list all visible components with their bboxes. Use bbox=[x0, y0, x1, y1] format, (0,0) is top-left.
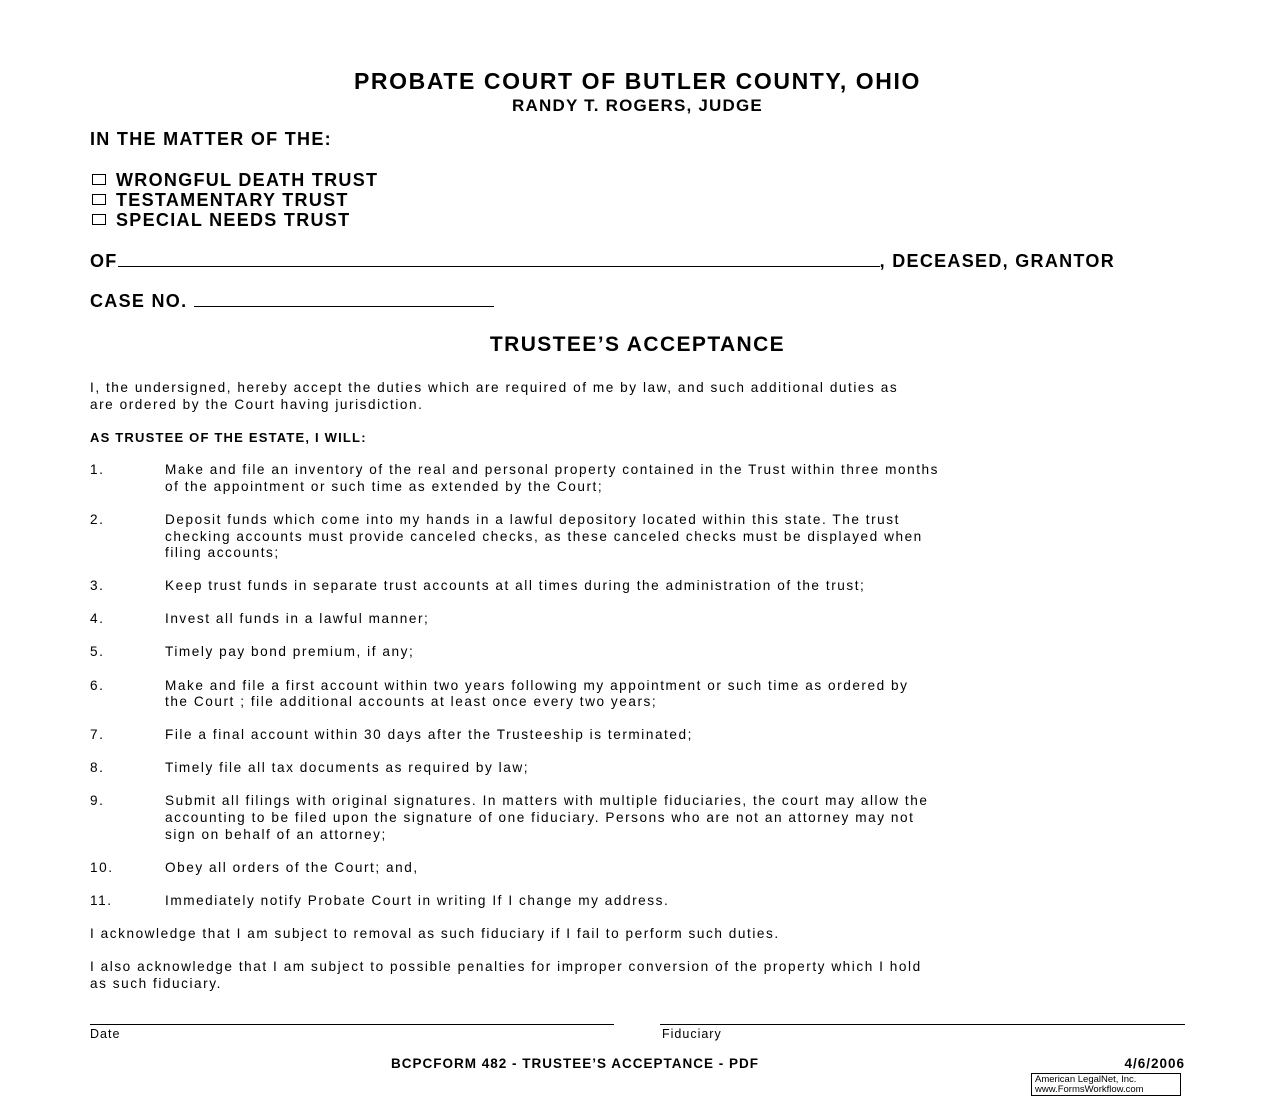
item-text: Deposit funds which come into my hands in a lawful depository located within this state. The trust checking accounts must provide canceled checks, as these canceled checks must be displayed when filing accounts; bbox=[165, 511, 923, 561]
american-legalnet-logo bbox=[1031, 1073, 1181, 1096]
duty-item bbox=[90, 462, 1190, 495]
duty-item bbox=[90, 644, 1190, 661]
fiduciary-signature-line[interactable] bbox=[660, 1024, 1185, 1025]
item-text: Submit all filings with original signatures. In matters with multiple fiduciaries, the court may allow the accounting to be filed upon the signature of one fiduciary. Persons who are not an attorney may not sign on behalf of an attorney; bbox=[165, 793, 929, 842]
duty-item bbox=[90, 512, 1190, 562]
item-number: 7. bbox=[90, 727, 105, 743]
duty-item bbox=[90, 893, 1190, 910]
document-body bbox=[90, 380, 1190, 1009]
item-number: 3. bbox=[90, 578, 105, 594]
item-text: Invest all funds in a lawful manner; bbox=[165, 611, 430, 627]
duties-list bbox=[90, 462, 1190, 909]
option-label: SPECIAL NEEDS TRUST bbox=[116, 210, 351, 230]
item-number: 10. bbox=[90, 859, 114, 875]
item-text: Keep trust funds in separate trust accounts at all times during the administration of the trust; bbox=[165, 578, 866, 594]
item-text: File a final account within 30 days after the Trusteeship is terminated; bbox=[165, 727, 693, 743]
decedent-name-field[interactable] bbox=[118, 250, 880, 267]
acknowledgement-2: I also acknowledge that I am subject to possible penalties for improper conversion of the property which I hold as such fiduciary. bbox=[90, 958, 922, 991]
duty-item bbox=[90, 611, 1190, 628]
checkbox-wrongful-death[interactable] bbox=[92, 170, 378, 190]
checkbox-icon[interactable] bbox=[92, 214, 106, 225]
form-footer: BCPCFORM 482 - TRUSTEE’S ACCEPTANCE - PDF bbox=[390, 1056, 760, 1071]
item-text: Immediately notify Probate Court in writing If I change my address. bbox=[165, 892, 670, 908]
checkbox-icon[interactable] bbox=[92, 194, 106, 205]
option-label: WRONGFUL DEATH TRUST bbox=[116, 170, 379, 190]
of-line bbox=[90, 250, 1115, 272]
duty-item bbox=[90, 860, 1190, 877]
item-number: 4. bbox=[90, 611, 105, 627]
item-text: Obey all orders of the Court; and, bbox=[165, 859, 419, 875]
duties-heading: AS TRUSTEE OF THE ESTATE, I WILL: bbox=[90, 429, 367, 445]
checkbox-special-needs[interactable] bbox=[92, 210, 350, 230]
item-text: Make and file an inventory of the real and personal property contained in the Trust within three months of the appointment or such time as extended by the Court; bbox=[165, 462, 939, 494]
of-suffix: , DECEASED, GRANTOR bbox=[879, 251, 1116, 271]
item-text: Make and file a first account within two years following my appointment or such time as ordered by the Court ; file additional accounts at least once every two years; bbox=[165, 677, 909, 710]
checkbox-icon[interactable] bbox=[92, 174, 106, 185]
checkbox-testamentary[interactable] bbox=[92, 190, 349, 210]
item-number: 5. bbox=[90, 644, 105, 660]
item-number: 1. bbox=[90, 462, 105, 478]
date-signature-line[interactable] bbox=[90, 1024, 614, 1025]
court-title: PROBATE COURT OF BUTLER COUNTY, OHIO bbox=[353, 68, 921, 94]
acknowledgement-1: I acknowledge that I am subject to removal as such fiduciary if I fail to perform such duties. bbox=[90, 925, 780, 941]
duty-item bbox=[90, 760, 1190, 777]
case-label: CASE NO. bbox=[90, 291, 188, 311]
duty-item bbox=[90, 678, 1190, 711]
item-number: 6. bbox=[90, 677, 105, 693]
item-number: 8. bbox=[90, 760, 105, 776]
judge-name: RANDY T. ROGERS, JUDGE bbox=[512, 96, 763, 115]
item-number: 11. bbox=[90, 892, 113, 908]
logo-line-1: American LegalNet, Inc. bbox=[1035, 1074, 1137, 1085]
document-title: TRUSTEE’S ACCEPTANCE bbox=[489, 333, 786, 356]
item-text: Timely pay bond premium, if any; bbox=[165, 644, 415, 660]
duty-item bbox=[90, 578, 1190, 595]
item-number: 9. bbox=[90, 793, 105, 809]
option-label: TESTAMENTARY TRUST bbox=[116, 190, 349, 210]
case-line bbox=[90, 290, 494, 312]
date-label: Date bbox=[90, 1027, 121, 1041]
form-date: 4/6/2006 bbox=[1124, 1056, 1185, 1071]
matter-label: IN THE MATTER OF THE: bbox=[90, 129, 332, 149]
item-number: 2. bbox=[90, 511, 105, 527]
item-text: Timely file all tax documents as required by law; bbox=[165, 760, 530, 776]
duty-item bbox=[90, 793, 1190, 843]
case-number-field[interactable] bbox=[194, 290, 494, 307]
duty-item bbox=[90, 727, 1190, 744]
intro-paragraph: I, the undersigned, hereby accept the duties which are required of me by law, and such additional duties as are ordered by the Court having jurisdiction. bbox=[90, 380, 899, 412]
of-label: OF bbox=[90, 251, 118, 271]
fiduciary-label: Fiduciary bbox=[662, 1027, 722, 1041]
logo-line-2: www.FormsWorkflow.com bbox=[1035, 1084, 1144, 1095]
